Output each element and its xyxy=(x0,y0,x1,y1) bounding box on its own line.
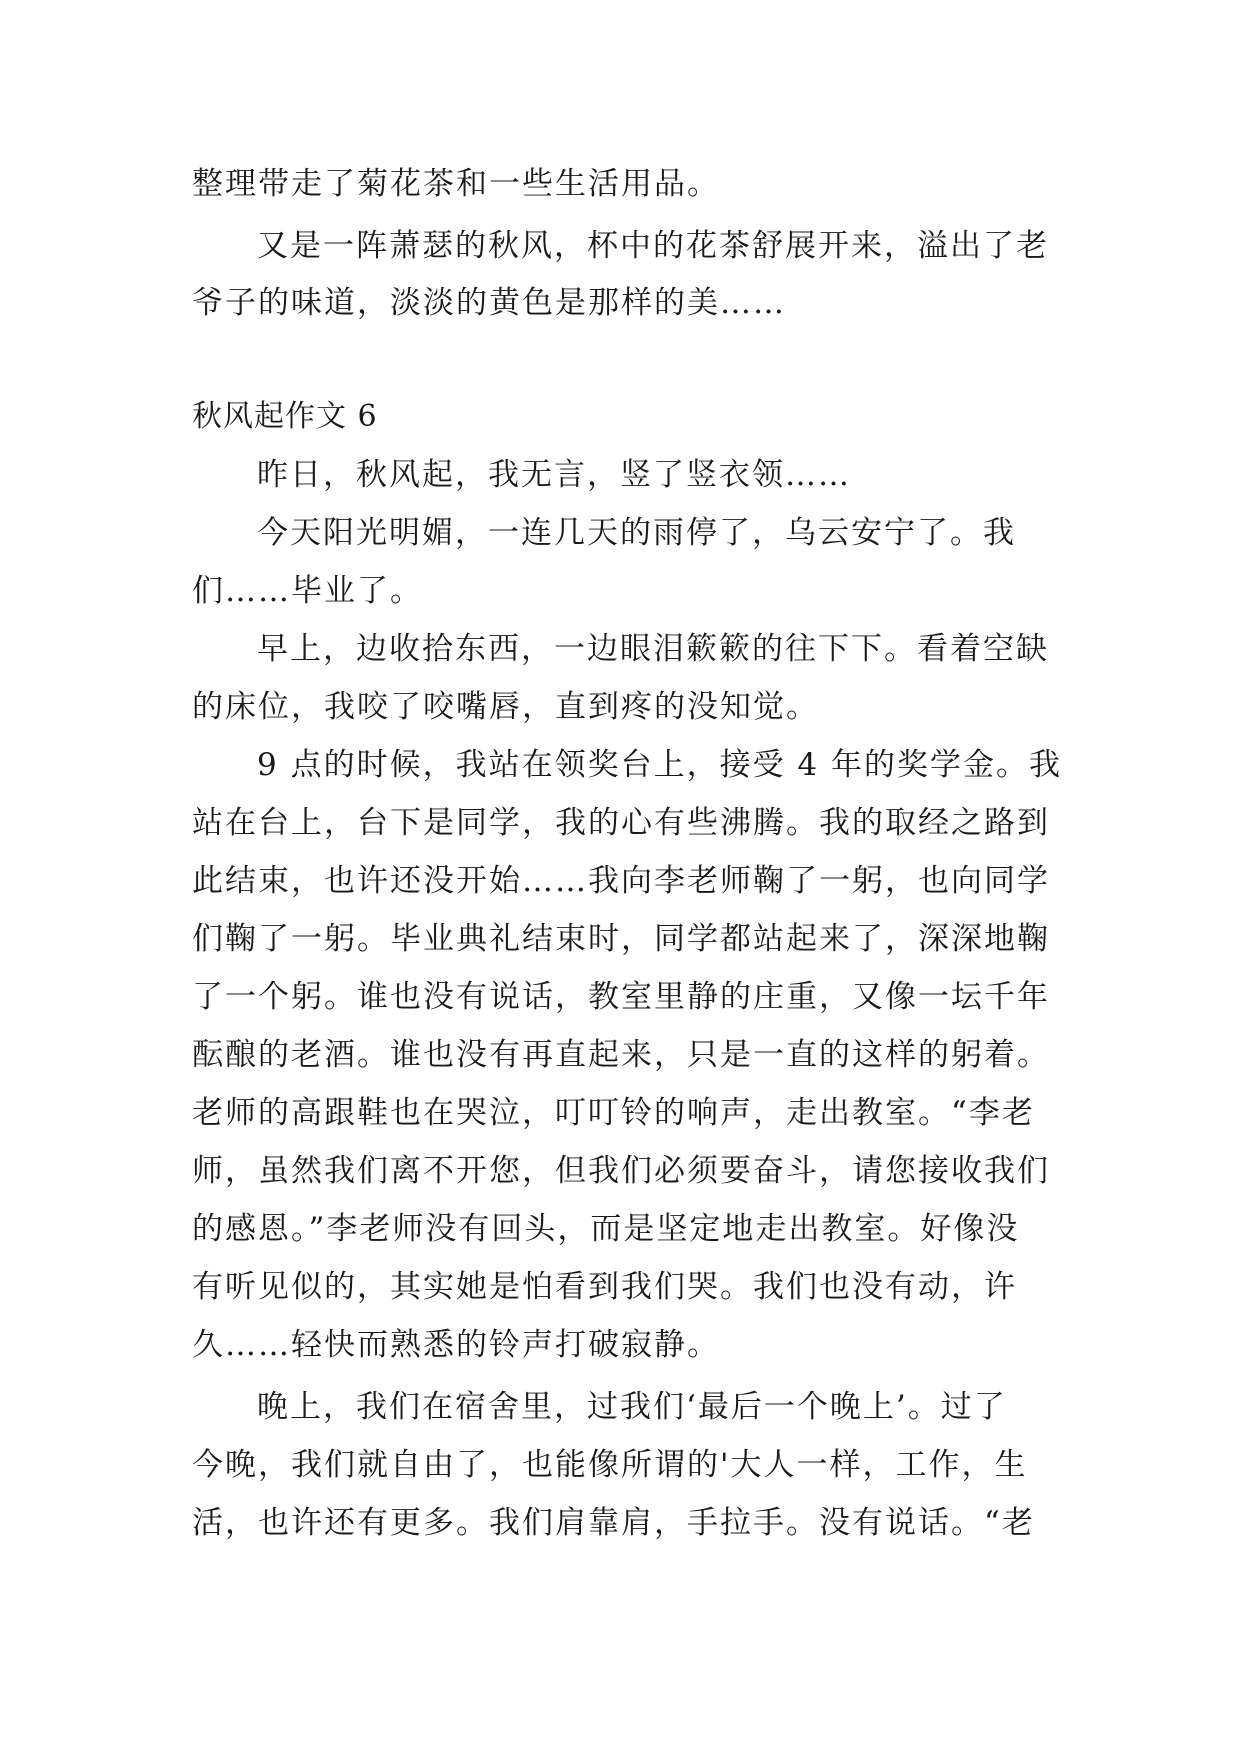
text-line: 今晚，我们就自由了，也能像所谓的'大人一样，工作，生 xyxy=(192,1447,1028,1483)
text-line: 活，也许还有更多。我们肩靠肩，手拉手。没有说话。“老 xyxy=(192,1505,1035,1541)
text-line: 的床位，我咬了咬嘴唇，直到疼的没知觉。 xyxy=(192,689,819,725)
text-line: 站在台上，台下是同学，我的心有些沸腾。我的取经之路到 xyxy=(192,805,1050,841)
section-heading: 秋风起作文 6 xyxy=(192,399,378,434)
text-line: 老师的高跟鞋也在哭泣，叮叮铃的响声，走出教室。“李老 xyxy=(192,1095,1035,1131)
text-line: 们鞠了一躬。毕业典礼结束时，同学都站起来了，深深地鞠 xyxy=(192,921,1050,957)
text-line: 们……毕业了。 xyxy=(192,573,423,609)
text-line: 爷子的味道，淡淡的黄色是那样的美…… xyxy=(192,285,786,321)
text-line: 了一个躬。谁也没有说话，教室里静的庄重，又像一坛千年 xyxy=(192,979,1050,1015)
paragraph-first-line: 昨日，秋风起，我无言，竖了竖衣领…… xyxy=(257,457,851,493)
text-line: 久……轻快而熟悉的铃声打破寂静。 xyxy=(192,1327,720,1363)
text-line: 此结束，也许还没开始……我向李老师鞠了一躬，也向同学 xyxy=(192,863,1050,899)
paragraph-first-line: 又是一阵萧瑟的秋风，杯中的花茶舒展开来，溢出了老 xyxy=(257,228,1049,264)
text-line: 的感恩。”李老师没有回头，而是坚定地走出教室。好像没 xyxy=(192,1211,1020,1247)
paragraph-first-line: 今天阳光明媚，一连几天的雨停了，乌云安宁了。我 xyxy=(257,515,1016,551)
paragraph-first-line: 早上，边收拾东西，一边眼泪簌簌的往下下。看着空缺 xyxy=(257,631,1049,667)
text-line: 师，虽然我们离不开您，但我们必须要奋斗，请您接收我们 xyxy=(192,1153,1050,1189)
paragraph-first-line: 晚上，我们在宿舍里，过我们‘最后一个晚上’。过了 xyxy=(257,1389,1007,1425)
text-line: 有听见似的，其实她是怕看到我们哭。我们也没有动，许 xyxy=(192,1269,1017,1305)
text-line: 酝酿的老酒。谁也没有再直起来，只是一直的这样的躬着。 xyxy=(192,1037,1050,1073)
paragraph-first-line: 9 点的时候，我站在领奖台上，接受 4 年的奖学金。我 xyxy=(257,747,1063,783)
text-line: 整理带走了菊花茶和一些生活用品。 xyxy=(192,166,720,202)
